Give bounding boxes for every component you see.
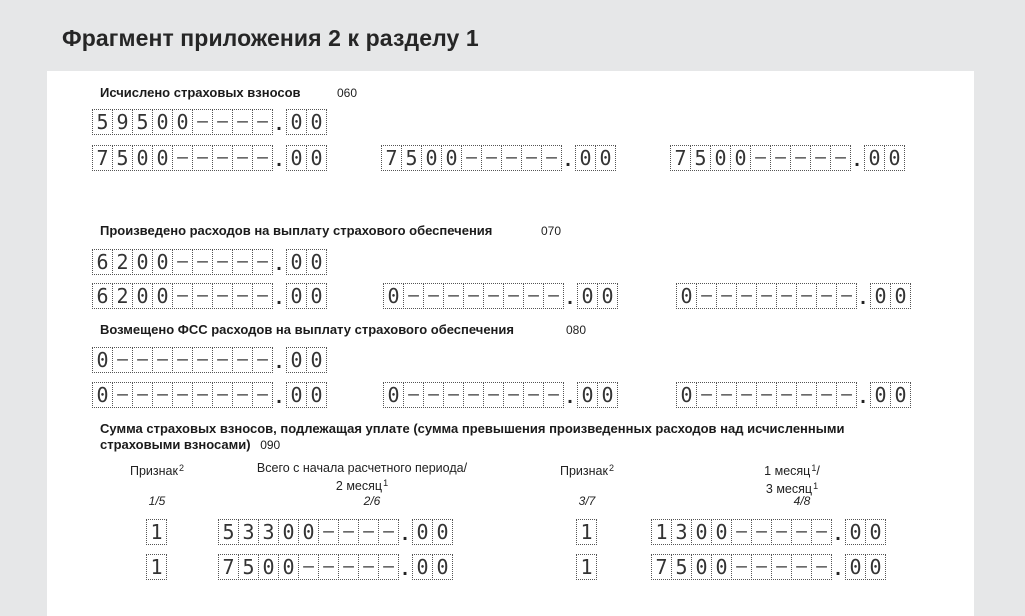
digit-cell: 0 <box>691 554 712 580</box>
digit-cell: 0 <box>306 283 327 309</box>
digit-cell: – <box>463 382 484 408</box>
digit-cell: 7 <box>670 145 691 171</box>
s090-row1-total-field[interactable] <box>218 519 452 545</box>
digit-cell: 1 <box>576 519 597 545</box>
digit-cell: 1 <box>576 554 597 580</box>
digit-cell: – <box>252 347 273 373</box>
digit-cell: 0 <box>575 145 596 171</box>
col-total-header: Всего с начала расчетного периода/ 2 месяц$^1$ <box>256 461 468 493</box>
digit-cell: 5 <box>112 145 133 171</box>
s080-row2-col2-field[interactable] <box>383 382 617 408</box>
digit-cell: 1 <box>146 519 167 545</box>
digit-cell: 7 <box>381 145 402 171</box>
digit-cell: 2 <box>112 283 133 309</box>
decimal-point: . <box>276 149 282 171</box>
digit-cell: – <box>252 382 273 408</box>
digit-cell: – <box>811 519 832 545</box>
section-080-label: Возмещено ФСС расходов на выплату страхового обеспечения <box>100 322 514 337</box>
digit-cell: 0 <box>132 249 153 275</box>
digit-cell: 0 <box>865 554 886 580</box>
digit-cell: – <box>172 145 193 171</box>
digit-cell: – <box>232 109 253 135</box>
s060-row2-col2-field[interactable] <box>381 145 615 171</box>
digit-cell: – <box>771 519 792 545</box>
digit-cell: 0 <box>286 109 307 135</box>
s090-row1-sign-a[interactable] <box>146 519 166 545</box>
digit-cell: 0 <box>597 382 618 408</box>
section-060-label: Исчислено страховых взносов <box>100 85 301 100</box>
digit-cell: – <box>483 283 504 309</box>
digit-cell: – <box>232 145 253 171</box>
digit-cell: 3 <box>671 519 692 545</box>
digit-cell: – <box>132 347 153 373</box>
col-month-header: 1 месяц$^1$/ 3 месяц$^1$ <box>764 463 820 496</box>
digit-cell: 7 <box>218 554 239 580</box>
s090-row1-sign-b[interactable] <box>576 519 596 545</box>
digit-cell: 1 <box>651 519 672 545</box>
digit-cell: – <box>543 283 564 309</box>
digit-cell: 5 <box>132 109 153 135</box>
s090-row2-month-field[interactable] <box>651 554 885 580</box>
digit-cell: 0 <box>152 283 173 309</box>
digit-cell: – <box>731 554 752 580</box>
digit-cell: 2 <box>112 249 133 275</box>
digit-cell: 6 <box>92 283 113 309</box>
digit-cell: – <box>212 283 233 309</box>
s060-row2-col3-field[interactable] <box>670 145 904 171</box>
section-090-label: Сумма страховых взносов, подлежащая уплате (сумма превышения произведенных расходов над исчисленными страховыми взносами) 090 <box>100 421 845 452</box>
digit-cell: 0 <box>691 519 712 545</box>
digit-cell: 0 <box>286 249 307 275</box>
digit-cell: 0 <box>864 145 885 171</box>
digit-cell: 0 <box>441 145 462 171</box>
decimal-point: . <box>854 149 860 171</box>
digit-cell: – <box>770 145 791 171</box>
digit-cell: – <box>378 519 399 545</box>
digit-cell: 0 <box>412 554 433 580</box>
digit-cell: – <box>716 382 737 408</box>
digit-cell: – <box>696 283 717 309</box>
digit-cell: – <box>751 554 772 580</box>
digit-cell: – <box>252 109 273 135</box>
digit-cell: 0 <box>710 145 731 171</box>
digit-cell: 5 <box>401 145 422 171</box>
section-090-code: 090 <box>260 438 281 452</box>
digit-cell: – <box>192 283 213 309</box>
digit-cell: – <box>338 519 359 545</box>
s060-row1-field[interactable] <box>92 109 326 135</box>
digit-cell: 0 <box>278 519 299 545</box>
digit-cell: – <box>112 347 133 373</box>
digit-cell: – <box>212 347 233 373</box>
digit-cell: – <box>172 283 193 309</box>
digit-cell: 0 <box>676 283 697 309</box>
digit-cell: – <box>791 519 812 545</box>
digit-cell: 0 <box>286 347 307 373</box>
digit-cell: – <box>338 554 359 580</box>
digit-cell: – <box>252 249 273 275</box>
digit-cell: – <box>232 382 253 408</box>
digit-cell: – <box>152 347 173 373</box>
digit-cell: – <box>252 283 273 309</box>
s070-row2-col2-field[interactable] <box>383 283 617 309</box>
digit-cell: 7 <box>651 554 672 580</box>
digit-cell: – <box>192 109 213 135</box>
section-060-code: 060 <box>337 86 358 100</box>
digit-cell: – <box>172 347 193 373</box>
digit-cell: – <box>771 554 792 580</box>
digit-cell: 0 <box>870 382 891 408</box>
digit-cell: 0 <box>595 145 616 171</box>
digit-cell: 5 <box>671 554 692 580</box>
decimal-point: . <box>565 149 571 171</box>
digit-cell: – <box>252 145 273 171</box>
digit-cell: – <box>378 554 399 580</box>
digit-cell: – <box>716 283 737 309</box>
digit-cell: – <box>358 554 379 580</box>
decimal-point: . <box>276 287 282 309</box>
digit-cell: 0 <box>870 283 891 309</box>
s080-row2-col1-field[interactable] <box>92 382 326 408</box>
digit-cell: 0 <box>890 283 911 309</box>
digit-cell: 0 <box>306 145 327 171</box>
digit-cell: 1 <box>146 554 167 580</box>
digit-cell: – <box>298 554 319 580</box>
digit-cell: – <box>696 382 717 408</box>
digit-cell: 5 <box>92 109 113 135</box>
form-sheet <box>47 71 974 616</box>
digit-cell: – <box>403 382 424 408</box>
digit-cell: 0 <box>383 382 404 408</box>
digit-cell: – <box>736 382 757 408</box>
digit-cell: 0 <box>286 283 307 309</box>
digit-cell: 0 <box>258 554 279 580</box>
digit-cell: – <box>503 283 524 309</box>
digit-cell: – <box>836 283 857 309</box>
section-070-label: Произведено расходов на выплату страхового обеспечения <box>100 223 493 238</box>
digit-cell: – <box>503 382 524 408</box>
digit-cell: 9 <box>112 109 133 135</box>
digit-cell: – <box>172 382 193 408</box>
digit-cell: – <box>172 249 193 275</box>
digit-cell: 0 <box>298 519 319 545</box>
digit-cell: – <box>212 249 233 275</box>
digit-cell: – <box>318 519 339 545</box>
digit-cell: 0 <box>132 283 153 309</box>
col-number-3: 3/7 <box>578 494 596 508</box>
digit-cell: – <box>810 145 831 171</box>
digit-cell: – <box>750 145 771 171</box>
digit-cell: – <box>543 382 564 408</box>
digit-cell: – <box>816 382 837 408</box>
col-sign-header-1: Признак$^2$ <box>130 463 184 478</box>
digit-cell: 0 <box>432 554 453 580</box>
digit-cell: – <box>481 145 502 171</box>
digit-cell: – <box>776 283 797 309</box>
digit-cell: – <box>212 382 233 408</box>
decimal-point: . <box>567 287 573 309</box>
decimal-point: . <box>567 386 573 408</box>
digit-cell: 0 <box>865 519 886 545</box>
digit-cell: – <box>756 382 777 408</box>
digit-cell: – <box>501 145 522 171</box>
digit-cell: – <box>796 283 817 309</box>
decimal-point: . <box>835 523 841 545</box>
digit-cell: – <box>212 145 233 171</box>
col-number-4: 4/8 <box>793 494 811 508</box>
digit-cell: 0 <box>577 382 598 408</box>
section-070-code: 070 <box>541 224 562 238</box>
col-sign-header-2: Признак$^2$ <box>560 463 614 478</box>
digit-cell: 0 <box>711 554 732 580</box>
digit-cell: – <box>112 382 133 408</box>
digit-cell: 5 <box>238 554 259 580</box>
digit-cell: – <box>541 145 562 171</box>
digit-cell: 0 <box>676 382 697 408</box>
digit-cell: 0 <box>884 145 905 171</box>
digit-cell: – <box>736 283 757 309</box>
digit-cell: – <box>423 283 444 309</box>
digit-cell: – <box>232 249 253 275</box>
digit-cell: – <box>521 145 542 171</box>
decimal-point: . <box>860 386 866 408</box>
decimal-point: . <box>835 558 841 580</box>
digit-cell: 0 <box>711 519 732 545</box>
digit-cell: 0 <box>132 145 153 171</box>
s070-row2-col1-field[interactable] <box>92 283 326 309</box>
digit-cell: – <box>318 554 339 580</box>
digit-cell: 5 <box>690 145 711 171</box>
digit-cell: – <box>423 382 444 408</box>
s080-row2-col3-field[interactable] <box>676 382 910 408</box>
digit-cell: 5 <box>218 519 239 545</box>
s090-row2-sign-b[interactable] <box>576 554 596 580</box>
decimal-point: . <box>276 351 282 373</box>
decimal-point: . <box>402 558 408 580</box>
digit-cell: – <box>358 519 379 545</box>
digit-cell: 0 <box>597 283 618 309</box>
digit-cell: – <box>836 382 857 408</box>
s070-row2-col3-field[interactable] <box>676 283 910 309</box>
digit-cell: – <box>232 347 253 373</box>
digit-cell: 0 <box>172 109 193 135</box>
digit-cell: 0 <box>152 249 173 275</box>
digit-cell: – <box>403 283 424 309</box>
digit-cell: – <box>523 283 544 309</box>
digit-cell: – <box>816 283 837 309</box>
section-080-code: 080 <box>566 323 587 337</box>
digit-cell: – <box>443 283 464 309</box>
digit-cell: – <box>192 249 213 275</box>
s090-row2-sign-a[interactable] <box>146 554 166 580</box>
digit-cell: 0 <box>577 283 598 309</box>
s080-row1-field[interactable] <box>92 347 326 373</box>
digit-cell: 0 <box>730 145 751 171</box>
digit-cell: – <box>796 382 817 408</box>
digit-cell: – <box>523 382 544 408</box>
digit-cell: – <box>776 382 797 408</box>
digit-cell: 0 <box>890 382 911 408</box>
digit-cell: – <box>756 283 777 309</box>
digit-cell: – <box>232 283 253 309</box>
digit-cell: – <box>152 382 173 408</box>
col-number-1: 1/5 <box>148 494 166 508</box>
digit-cell: 0 <box>286 382 307 408</box>
digit-cell: – <box>192 382 213 408</box>
decimal-point: . <box>860 287 866 309</box>
digit-cell: – <box>830 145 851 171</box>
digit-cell: – <box>751 519 772 545</box>
digit-cell: – <box>443 382 464 408</box>
digit-cell: – <box>461 145 482 171</box>
digit-cell: 0 <box>845 554 866 580</box>
s070-row1-field[interactable] <box>92 249 326 275</box>
digit-cell: 0 <box>845 519 866 545</box>
digit-cell: 0 <box>412 519 433 545</box>
decimal-point: . <box>402 523 408 545</box>
digit-cell: 0 <box>383 283 404 309</box>
digit-cell: – <box>731 519 752 545</box>
digit-cell: 0 <box>152 145 173 171</box>
digit-cell: – <box>811 554 832 580</box>
digit-cell: 0 <box>92 347 113 373</box>
digit-cell: 0 <box>421 145 442 171</box>
digit-cell: – <box>790 145 811 171</box>
digit-cell: 0 <box>152 109 173 135</box>
digit-cell: – <box>483 382 504 408</box>
digit-cell: 0 <box>432 519 453 545</box>
digit-cell: – <box>212 109 233 135</box>
digit-cell: 0 <box>92 382 113 408</box>
digit-cell: 3 <box>258 519 279 545</box>
digit-cell: – <box>463 283 484 309</box>
digit-cell: 7 <box>92 145 113 171</box>
s090-row1-month-field[interactable] <box>651 519 885 545</box>
digit-cell: – <box>132 382 153 408</box>
digit-cell: 0 <box>278 554 299 580</box>
digit-cell: 0 <box>306 109 327 135</box>
digit-cell: 0 <box>306 249 327 275</box>
digit-cell: 6 <box>92 249 113 275</box>
digit-cell: – <box>791 554 812 580</box>
s060-row2-col1-field[interactable] <box>92 145 326 171</box>
decimal-point: . <box>276 113 282 135</box>
decimal-point: . <box>276 386 282 408</box>
digit-cell: 3 <box>238 519 259 545</box>
digit-cell: 0 <box>306 382 327 408</box>
digit-cell: 0 <box>286 145 307 171</box>
col-number-2: 2/6 <box>363 494 381 508</box>
digit-cell: – <box>192 347 213 373</box>
digit-cell: – <box>192 145 213 171</box>
digit-cell: 0 <box>306 347 327 373</box>
s090-row2-total-field[interactable] <box>218 554 452 580</box>
page-title: Фрагмент приложения 2 к разделу 1 <box>62 25 479 51</box>
decimal-point: . <box>276 253 282 275</box>
